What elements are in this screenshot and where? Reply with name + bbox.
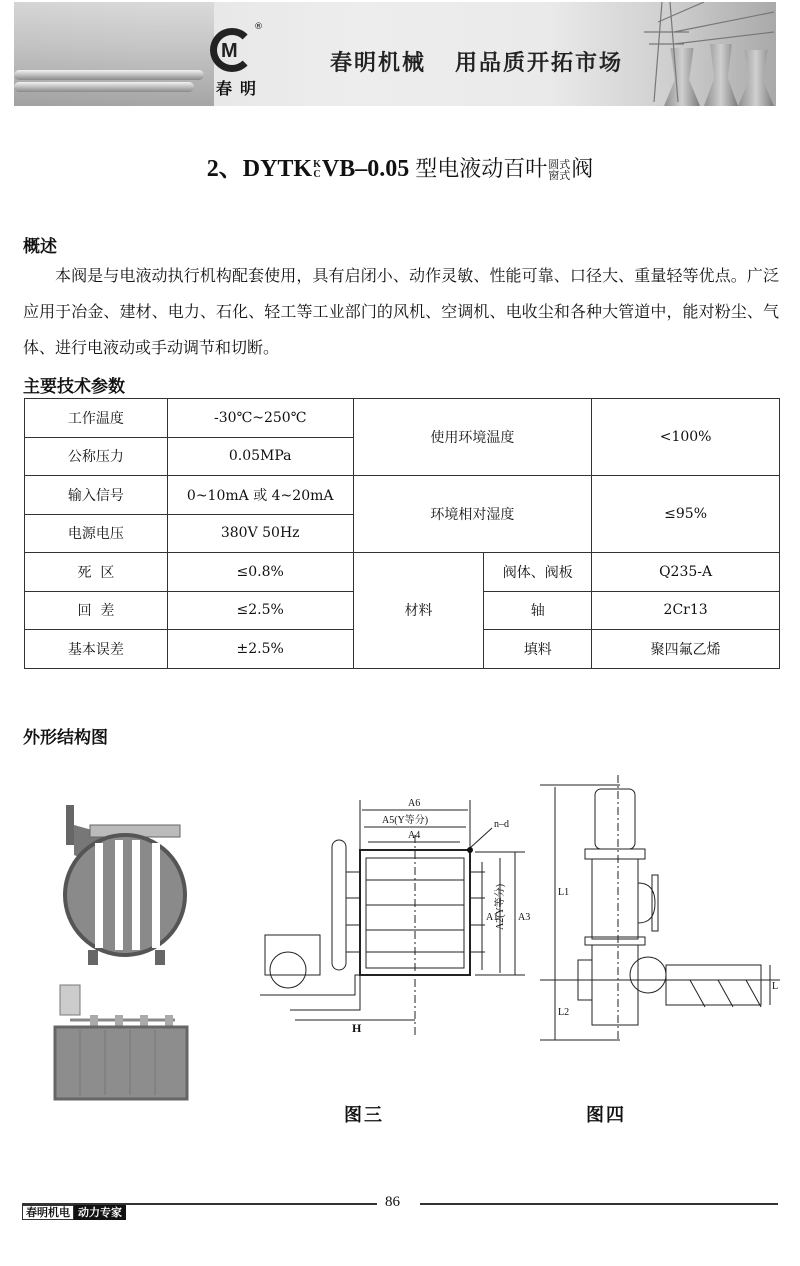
title-model: VB–0.05	[321, 156, 410, 182]
dim-l1: L1	[558, 887, 570, 898]
spec-label: 基本误差	[25, 630, 168, 669]
env-humidity-value: ≤95%	[592, 476, 780, 553]
table-row	[25, 476, 780, 515]
spec-value: 0~10mA 或 4~20mA	[167, 476, 353, 515]
table-row	[25, 399, 780, 438]
env-humidity-label: 环境相对湿度	[353, 476, 592, 553]
dim-a4: A4	[408, 830, 421, 841]
spec-value: ±2.5%	[167, 630, 353, 669]
variant-window: 窗式	[548, 169, 571, 183]
title-type: 型电液动百叶	[415, 157, 548, 182]
overview-text: 本阀是与电液动执行机构配套使用，具有启闭小、动作灵敏、性能可靠、口径大、重量轻等优点。广泛应用于冶金、建材、电力、石化、轻工等工业部门的风机、空调机、电收尘和各种大管道中，能对粉尘、气体、进行电液动或手动调节和切断。	[23, 266, 779, 357]
header-banner	[14, 2, 776, 106]
power-pylon-icon	[614, 2, 774, 106]
spec-value: 380V 50Hz	[167, 514, 353, 553]
dim-a6: A6	[408, 798, 421, 809]
figure3-caption: 图三	[344, 1105, 384, 1126]
registered-mark: ®	[254, 22, 263, 32]
specs-heading: 主要技术参数	[23, 377, 125, 397]
structure-heading: 外形结构图	[23, 728, 108, 748]
material-value: Q235-A	[592, 553, 780, 592]
logo-name: 春明	[216, 79, 265, 98]
material-label: 材料	[353, 553, 484, 669]
slogan: 春明机械 用品质开拓市场	[330, 51, 623, 76]
spec-value: 0.05MPa	[167, 437, 353, 476]
spec-label: 电源电压	[25, 514, 168, 553]
logo-m: M	[221, 40, 238, 62]
material-value: 2Cr13	[592, 591, 780, 630]
dim-h: H	[352, 1021, 362, 1035]
dim-l2: L2	[558, 1007, 570, 1018]
spec-value: ≤0.8%	[167, 553, 353, 592]
table-row	[25, 553, 780, 592]
sup-k: K	[313, 159, 321, 171]
dim-nd: n–d	[494, 819, 509, 830]
dim-a5: A5(Y等分)	[382, 815, 429, 826]
variant-round: 圆式	[548, 158, 571, 172]
dim-a1: A1	[486, 912, 499, 923]
footer-rule-right	[420, 1203, 778, 1205]
title-prefix: 2、DYTK	[206, 156, 313, 182]
dim-l: L	[772, 981, 779, 992]
banner-pipeline	[14, 82, 194, 92]
overview-heading: 概述	[23, 237, 57, 257]
spec-label: 工作温度	[25, 399, 168, 438]
footer-brand-name: 春明机电	[22, 1205, 74, 1220]
spec-label: 死 区	[25, 553, 168, 592]
env-temp-label: 使用环境温度	[353, 399, 592, 476]
title-suffix: 阀	[571, 157, 594, 182]
company-logo	[204, 20, 274, 100]
figure4-caption: 图四	[586, 1105, 626, 1126]
material-part: 填料	[484, 630, 592, 669]
material-value: 聚四氟乙烯	[592, 630, 780, 669]
round-valve-photo	[60, 795, 190, 970]
title-variant-stack	[548, 159, 570, 181]
spec-value: ≤2.5%	[167, 591, 353, 630]
page-number: 86	[385, 1194, 400, 1210]
spec-label: 输入信号	[25, 476, 168, 515]
env-temp-value: <100%	[592, 399, 780, 476]
dim-a2: A2(Y等分)	[495, 883, 506, 930]
spec-table	[24, 398, 780, 669]
figure4-drawing	[540, 775, 790, 1045]
material-part: 阀体、阀板	[484, 553, 592, 592]
footer-brand	[22, 1205, 126, 1220]
material-part: 轴	[484, 591, 592, 630]
sup-c: C	[313, 169, 321, 181]
spec-label: 公称压力	[25, 437, 168, 476]
dim-a3: A3	[518, 912, 531, 923]
footer-brand-tagline: 动力专家	[74, 1205, 126, 1220]
figure3-drawing	[260, 780, 540, 1040]
spec-label: 回 差	[25, 591, 168, 630]
window-valve-photo	[50, 975, 190, 1105]
page-title	[0, 148, 800, 183]
spec-value: -30℃~250℃	[167, 399, 353, 438]
banner-pipeline	[14, 70, 204, 80]
title-kc-superscript	[313, 160, 321, 180]
